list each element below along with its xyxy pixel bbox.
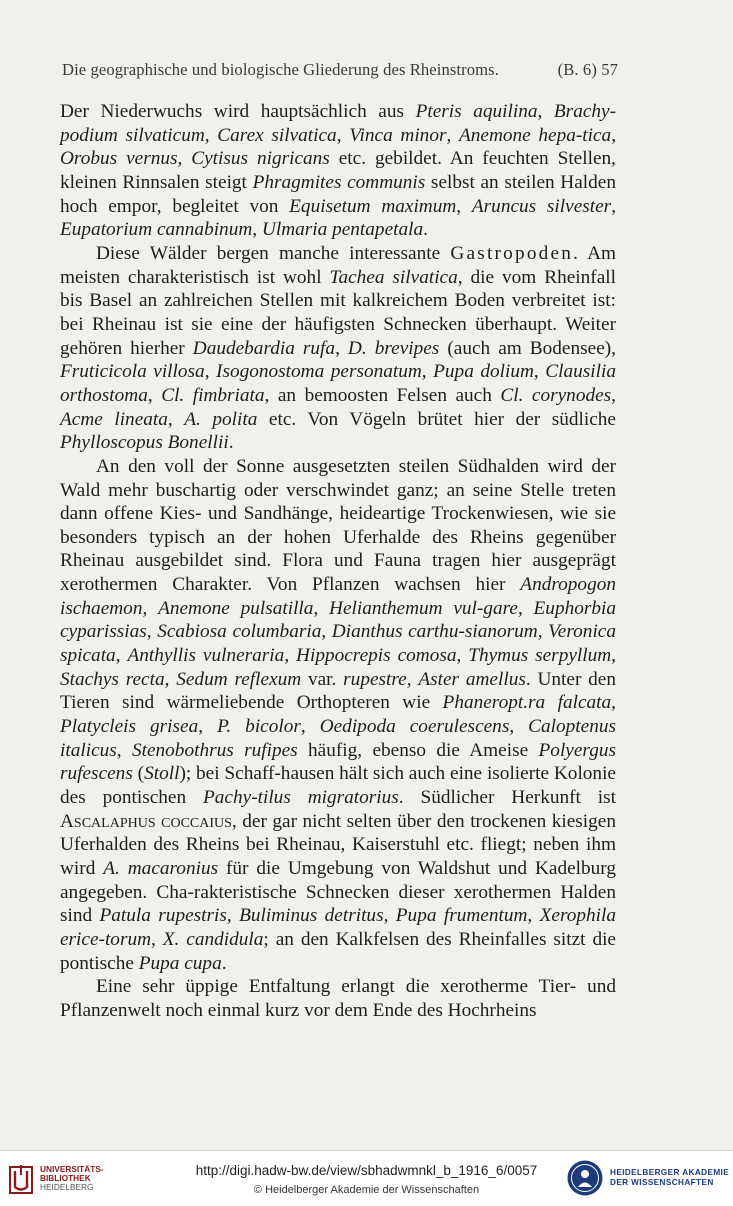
body-text [60, 100, 616, 1023]
species-name: Buliminus detritus [239, 905, 384, 927]
species-name: Carex silvatica [217, 124, 337, 146]
text-run: , [406, 668, 419, 690]
species-name: Polyergus rufescens [60, 739, 616, 785]
text-run: , [421, 361, 434, 383]
text-run: , [177, 148, 192, 170]
species-name: Stoll [144, 763, 180, 785]
text-run: , [151, 928, 163, 950]
paragraph-2 [60, 242, 616, 455]
text-run: , [115, 645, 128, 667]
species-name: A. polita [184, 408, 258, 430]
text-run: , [527, 905, 540, 927]
running-head [62, 60, 618, 80]
text-run: , [446, 124, 459, 146]
text-run: , [300, 716, 320, 738]
text-run: , der gar nicht selten über den trockenen kiesigen Uferhalden des Rheins bei Rheinau, Kaiserstuhl etc. fliegt; neben ihm wird [60, 810, 616, 879]
text-run: , [509, 716, 529, 738]
author-name: Ascalaphus coccaius [60, 810, 232, 832]
text-run: für die Umgebung von Waldshut und Kadelburg angegeben. Cha-rakteristische Schnecken dieser xerothermen Halden sind [60, 858, 616, 927]
text-run: , [517, 597, 534, 619]
text-run: , [142, 597, 159, 619]
text-run: . [221, 952, 227, 974]
species-name: Cl. corynodes [500, 384, 612, 406]
text-run: , [456, 645, 469, 667]
species-name: A. macaronius [103, 858, 219, 879]
permalink-url[interactable]: http://digi.hadw-bw.de/view/sbhadwmnkl_b_1916_6/0057 [195, 1163, 538, 1178]
species-name: Cl. fimbriata [161, 384, 265, 406]
species-name: Phaneropt.ra falcata [442, 692, 612, 714]
species-name: Dianthus carthu-sianorum [331, 621, 538, 643]
text-run: , die vom Rheinfall bis Basel an zahlreichen Stellen mit kalkreichem Boden verbreitet ist: bei Rheinau ist sie eine der häufigsten Schnecken überhaupt. Weiter gehören hierher [60, 266, 616, 359]
species-name: rupestre [343, 668, 407, 690]
text-run: , [456, 195, 472, 217]
text-run: ); bei Schaff-hausen hält sich auch eine isolierte Kolonie des pontischen [60, 763, 616, 809]
ub-line-3: HEIDELBERG [40, 1182, 94, 1192]
text-run: , [252, 219, 262, 241]
text-run: , [198, 716, 218, 738]
page-reference: (B. 6) 57 [557, 60, 618, 79]
species-name: Andropogon ischaemon [60, 574, 616, 619]
ub-line-1: UNIVERSITÄTS- [40, 1164, 104, 1174]
species-name: Pachy-tilus migratorius [203, 787, 399, 809]
species-name: Aster amellus [418, 668, 526, 690]
species-name: Isogonostoma personatum [216, 361, 422, 383]
species-name: Vinca minor [349, 124, 447, 146]
species-name: Anemone pulsatilla [158, 597, 314, 619]
academy-seal-icon [566, 1159, 604, 1197]
species-name: Eupatorium cannabinum [60, 219, 253, 241]
text-run: , [313, 597, 330, 619]
text-run: , [284, 645, 297, 667]
text-run: , [611, 384, 616, 406]
text-run: . Unter den Tieren sind wärmeliebende Orthopteren wie [60, 668, 617, 714]
species-name: Helianthemum vul-gare [329, 597, 518, 619]
species-name: Pteris aquilina [415, 101, 538, 122]
text-run: (auch am Bodensee), [439, 337, 616, 359]
text-run: , [537, 621, 549, 643]
text-run: , [146, 621, 158, 643]
species-name: Acme lineata [60, 408, 168, 430]
species-name: Xerophila erice-torum [60, 905, 617, 950]
paragraph-4: Eine sehr üppige Entfaltung erlangt die xerotherme Tier- und Pflanzenwelt noch einmal kurz vor dem Ende des Hochrheins [60, 976, 616, 1021]
species-name: Sedum reflexum [176, 668, 302, 690]
academy-line-1: HEIDELBERGER AKADEMIE [610, 1168, 730, 1177]
academy-wordmark [610, 1168, 729, 1188]
species-name: Orobus vernus [60, 148, 178, 170]
text-run: , [533, 361, 546, 383]
text-run: , [537, 101, 554, 122]
species-name: Clausilia orthostoma [60, 361, 616, 406]
text-run: häufig, ebenso die Ameise [297, 739, 539, 761]
species-name: Daudebardia rufa [192, 337, 336, 359]
species-name: Veronica spicata [60, 621, 616, 667]
species-name: D. brevipes [347, 337, 440, 359]
species-name: Euphorbia cyparissias [60, 597, 617, 643]
ub-heidelberg-wordmark [40, 1165, 104, 1192]
species-name: Caloptenus italicus [60, 716, 616, 761]
digitization-footer [0, 1150, 733, 1206]
ub-heidelberg-logo-icon [6, 1161, 36, 1197]
species-name: Stenobothrus rufipes [131, 739, 298, 761]
species-name: Phragmites communis [252, 171, 426, 193]
species-name: Anemone hepa-tica [458, 124, 612, 146]
copyright-notice: © Heidelberger Akademie der Wissenschaften [253, 1184, 480, 1196]
text-run: , [204, 361, 217, 383]
text-run: , [611, 124, 617, 146]
text-run: ( [132, 763, 145, 785]
text-run: , [116, 739, 132, 761]
species-name: Platycleis grisea [60, 716, 199, 738]
text-run: , [611, 645, 616, 667]
text-run: , [321, 621, 332, 643]
species-name: Phylloscopus Bonellii [60, 432, 229, 454]
species-name: Pupa frumentum [395, 905, 528, 927]
text-run: , [611, 195, 617, 217]
text-run: An den voll der Sonne ausgesetzten steilen Südhalden wird der Wald mehr buschartig oder verschwindet ganz; an seine Stelle treten dann offene Kies- und Sandhänge, heideartige Trockenwiesen, wie sie besonders typisch an der hohen Uferhalde des Rheins gegenüber Rheinau ausgebildet sind. Flora und Fauna tragen hier ausgeprägt xerothermen Charakter. Von Pflanzen wachsen hier [60, 455, 616, 596]
species-name: Cytisus nigricans [191, 148, 330, 170]
text-run: , [226, 905, 240, 927]
text-run: . Südlicher Herkunft ist [398, 787, 616, 809]
text-run: , an bemoosten Felsen auch [264, 384, 501, 406]
text-run: , [204, 124, 218, 146]
text-run: , [383, 905, 396, 927]
text-run: , [147, 384, 162, 406]
species-name: Equisetum maximum [289, 195, 457, 217]
species-name: Pupa cupa [138, 952, 222, 974]
text-run: , [336, 124, 350, 146]
species-name: Ulmaria pentapetala [261, 219, 424, 241]
text-run: , [611, 692, 616, 714]
species-name: Stachys recta [60, 668, 165, 690]
species-name: Brachy-podium silvaticum [60, 101, 617, 146]
species-name: X. candidula [162, 928, 264, 950]
species-name: Thymus serpyllum [468, 645, 612, 667]
text-run: selbst an steilen Halden hoch empor, begleitet von [60, 171, 616, 217]
academy-line-2: DER WISSENSCHAFTEN [610, 1178, 714, 1187]
text-run: Diese Wälder bergen manche interessante [96, 242, 451, 264]
species-name: Scabiosa columbaria [157, 621, 322, 643]
text-run: . Am meisten charakteristisch ist wohl [60, 242, 616, 288]
text-run: . [228, 432, 234, 454]
species-name: Tachea silvatica [329, 266, 458, 288]
species-name: Patula rupestris [99, 905, 227, 927]
species-name: Aruncus silvester [471, 195, 612, 217]
text-run: Der Niederwuchs wird hauptsächlich aus [60, 101, 416, 122]
text-run: , [335, 337, 348, 359]
text-run: , [167, 408, 185, 430]
species-name: Anthyllis vulneraria [127, 645, 285, 667]
ub-line-2: BIBLIOTHEK [40, 1173, 91, 1183]
running-head-title: Die geographische und biologische Gliederung des Rheinstroms. [62, 60, 499, 79]
emphasized-term: Gastropoden [450, 242, 574, 264]
text-run: etc. Von Vögeln brütet hier der südliche [257, 408, 616, 430]
species-name: P. bicolor [217, 716, 301, 738]
text-run: etc. gebildet. An feuchten Stellen, kleinen Rinnsalen steigt [60, 148, 616, 193]
text-run: ; an den Kalkfelsen des Rheinfalles sitzt die pontische [60, 928, 616, 974]
text-run: var. [301, 668, 344, 690]
species-name: Oedipoda coerulescens [319, 716, 510, 738]
paragraph-1 [60, 100, 616, 242]
species-name: Hippocrepis comosa [296, 645, 457, 667]
species-name: Pupa dolium [433, 361, 534, 383]
species-name: Fruticicola villosa [60, 361, 205, 383]
text-run: . [423, 219, 428, 241]
text-run: , [164, 668, 177, 690]
paragraph-3 [60, 455, 616, 975]
